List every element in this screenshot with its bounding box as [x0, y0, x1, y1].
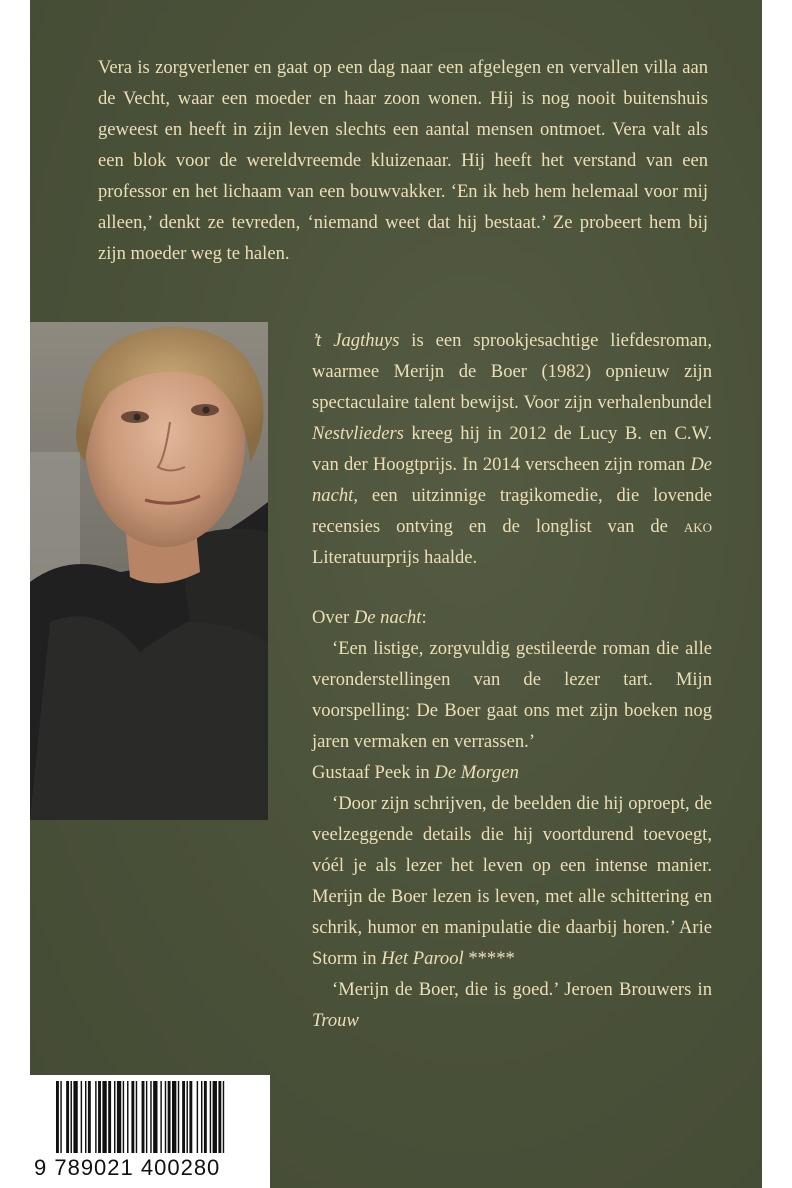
barcode-bar: [197, 1081, 198, 1153]
barcode-bar: [182, 1081, 185, 1153]
barcode-bar: [102, 1081, 106, 1153]
bio-book-2: De nacht: [312, 454, 712, 506]
barcode-bar: [218, 1081, 221, 1153]
review-author-1: Gustaaf Peek in: [312, 762, 435, 783]
barcode-bar: [136, 1081, 137, 1153]
bio-text-2: kreeg hij in 2012 de Lucy B. en C.W. van der Hoogtprijs. In 2014 verscheen zijn roman: [312, 423, 712, 475]
blurb-paragraph: Vera is zorgverlener en gaat op een dag naar een afgelegen en vervallen villa aan de Vecht, waar een moeder en haar zoon wonen. Hij is nog nooit buitenshuis geweest en heeft in zijn leven slechts een aantal mensen ontmoet. Vera valt als een blok voor de wereldvreemde kluizenaar. Hij heeft het verstand van een professor en het lichaam van een bouwvakker. ‘En ik heb hem helemaal voor mij alleen,’ denkt ze tevreden, ‘niemand weet dat hij bestaat.’ Ze probeert hem bij zijn moeder weg te halen.: [98, 57, 708, 264]
barcode-bar: [150, 1081, 151, 1153]
barcode-bar: [201, 1081, 202, 1153]
review-quote-3-text: ‘Merijn de Boer, die is goed.’ Jeroen Brouwers in: [332, 979, 712, 1000]
barcode-bar: [108, 1081, 111, 1153]
review-quote-1: ‘Een listige, zorgvuldig gestileerde roman die alle veronderstellingen van de lezer tart. Mijn voorspelling: De Boer gaat ons met zijn boeken nog jaren vermaken en verrassen.’: [312, 638, 712, 752]
review-source-3: Trouw: [312, 1010, 359, 1031]
barcode-bar: [178, 1081, 179, 1153]
author-bio: [312, 325, 712, 573]
barcode-bar: [172, 1081, 176, 1153]
barcode-bar: [85, 1081, 86, 1153]
back-cover: [30, 0, 762, 1188]
barcode-bar: [189, 1081, 192, 1153]
author-photo: [30, 322, 268, 820]
review-quote-2-text: ‘Door zijn schrijven, de beelden die hij oproept, de veelzeggende details die hij voortdurend toevoegt, vóél je als lezer het leven op een intense manier. Merijn de Boer lezen is leven, met alle schittering en schrik, humor en manipulatie die daarbij horen.’ Arie Storm in: [312, 793, 712, 969]
barcode-bar: [165, 1081, 166, 1153]
barcode-bar: [160, 1081, 161, 1153]
review-source-1: De Morgen: [434, 762, 519, 783]
review-quote-3: [312, 974, 712, 1036]
barcode-bar: [88, 1081, 91, 1153]
barcode-bar: [210, 1081, 211, 1153]
barcode-bar: [66, 1081, 69, 1153]
barcode-bar: [204, 1081, 207, 1153]
bio-text-1: is een sprookjesachtige liefdesroman, waarmee Merijn de Boer (1982) opnieuw zijn spectaculaire talent bewijst. Voor zijn verhalenbundel: [312, 330, 712, 413]
bio-title: ’t Jagthuys: [312, 330, 400, 351]
barcode-bar: [56, 1081, 59, 1153]
review-quote-2: [312, 788, 712, 974]
bio-book-1: Nestvlieders: [312, 423, 404, 444]
bio-text-3: , een uitzinnige tragikomedie, die lovende recensies ontving en de longlist van de: [312, 485, 712, 537]
barcode-bar: [71, 1081, 72, 1153]
barcode-bar: [95, 1081, 96, 1153]
review-attribution-1: [312, 757, 712, 788]
reviews-intro: [312, 602, 712, 633]
barcode-bar: [127, 1081, 128, 1153]
barcode-bar: [123, 1081, 124, 1153]
reviews-intro-title: De nacht: [353, 607, 422, 628]
barcode-bar: [81, 1081, 82, 1153]
barcode-bar: [168, 1081, 171, 1153]
barcode-bar: [117, 1081, 121, 1153]
reviews-intro-text: Over: [312, 607, 354, 628]
barcode-bar: [153, 1081, 157, 1153]
review-source-2: Het Parool: [381, 948, 464, 969]
barcode-bar: [223, 1081, 224, 1153]
review-stars-2: *****: [463, 948, 515, 969]
barcode-bar: [187, 1081, 188, 1153]
barcode-bar: [213, 1081, 217, 1153]
barcode-bar: [142, 1081, 145, 1153]
bio-ako: ako: [683, 516, 712, 537]
barcode-bar: [114, 1081, 115, 1153]
reviews: [312, 602, 712, 1036]
barcode-bar: [60, 1081, 61, 1153]
bio-text-4: Literatuurprijs haalde.: [312, 547, 478, 568]
barcode-bar: [98, 1081, 101, 1153]
reviews-intro-colon: :: [421, 607, 427, 628]
barcode-bars: [30, 1075, 270, 1153]
barcode-bar: [131, 1081, 134, 1153]
barcode: [30, 1075, 270, 1188]
barcode-bar: [73, 1081, 77, 1153]
barcode-bar: [146, 1081, 147, 1153]
isbn-number: 9 789021 400280: [34, 1155, 221, 1180]
